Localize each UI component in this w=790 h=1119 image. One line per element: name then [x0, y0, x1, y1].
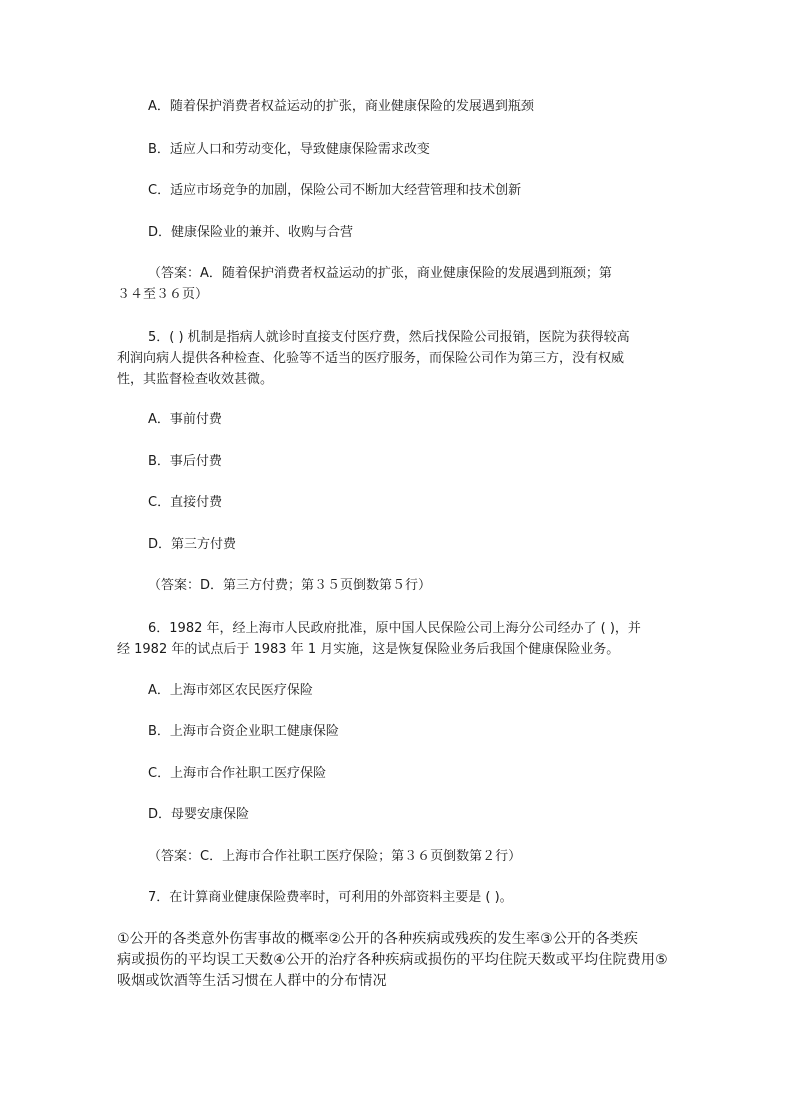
- q6-stem-line2: 经 1982 年的试点后于 1983 年 1 月实施，这是恢复保险业务后我国个健康保险业务。: [117, 642, 620, 657]
- q5-stem-line1: 5．( ) 机制是指病人就诊时直接支付医疗费，然后找保险公司报销，医院为获得较高: [148, 330, 630, 345]
- q6-option-d: D．母婴安康保险: [148, 807, 250, 822]
- q4-answer-line2: ３４至３６页）: [117, 287, 209, 302]
- q5-option-b: B．事后付费: [148, 454, 222, 469]
- q7-items-line3: 吸烟或饮酒等生活习惯在人群中的分布情况: [117, 973, 387, 989]
- q5-option-c: C．直接付费: [148, 495, 223, 510]
- q5-option-a: A．事前付费: [148, 412, 222, 427]
- q7-items-line2: 病或损伤的平均误工天数④公开的治疗各种疾病或损伤的平均住院天数或平均住院费用⑤: [117, 952, 668, 968]
- q6-option-c: C．上海市合作社职工医疗保险: [148, 766, 327, 781]
- q5-stem-line3: 性，其监督检查收效甚微。: [117, 372, 274, 387]
- q6-option-b: B．上海市合资企业职工健康保险: [148, 724, 339, 739]
- q6-answer: （答案：C．上海市合作社职工医疗保险；第３６页倒数第２行）: [148, 849, 522, 864]
- q6-option-a: A．上海市郊区农民医疗保险: [148, 683, 313, 698]
- q5-answer: （答案：D．第三方付费；第３５页倒数第５行）: [148, 578, 432, 593]
- q4-answer-line1: （答案：A．随着保护消费者权益运动的扩张，商业健康保险的发展遇到瓶颈；第: [148, 266, 612, 281]
- q5-option-d: D．第三方付费: [148, 537, 237, 552]
- q5-stem-line2: 利润向病人提供各种检查、化验等不适当的医疗服务，而保险公司作为第三方，没有权威: [117, 351, 625, 366]
- q4-option-d: D．健康保险业的兼并、收购与合营: [148, 225, 354, 240]
- q7-stem: 7．在计算商业健康保险费率时，可利用的外部资料主要是 ( )。: [148, 890, 513, 905]
- q7-items-line1: ①公开的各类意外伤害事故的概率②公开的各种疾病或残疾的发生率③公开的各类疾: [117, 931, 639, 947]
- q4-option-a: A．随着保护消费者权益运动的扩张，商业健康保险的发展遇到瓶颈: [148, 99, 534, 114]
- q6-stem-line1: 6．1982 年，经上海市人民政府批准，原中国人民保险公司上海分公司经办了 ( )，并: [148, 621, 641, 636]
- q4-option-c: C．适应市场竞争的加剧，保险公司不断加大经营管理和技术创新: [148, 183, 522, 198]
- q4-option-b: B．适应人口和劳动变化，导致健康保险需求改变: [148, 142, 430, 157]
